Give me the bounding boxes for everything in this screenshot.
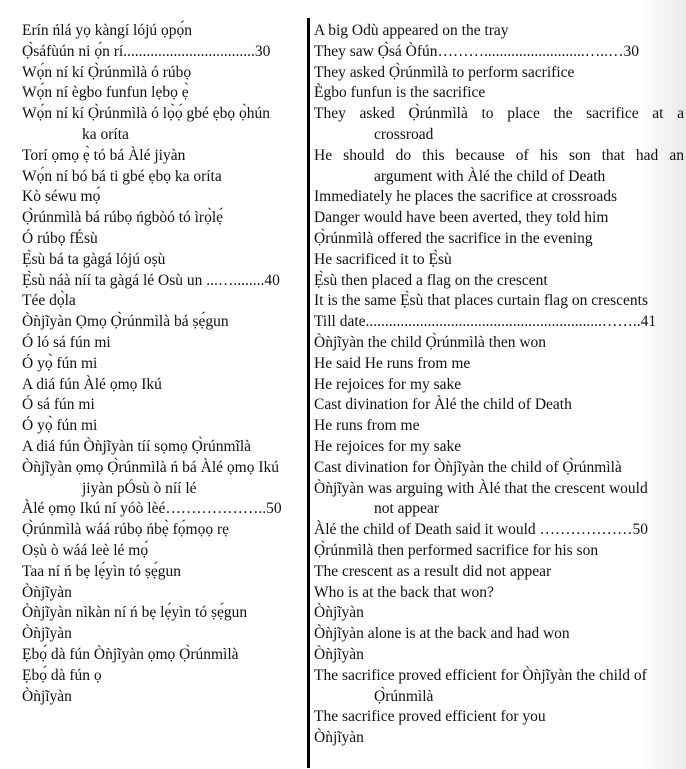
verse-line: Taa ní ń bẹ lẹ́yìn tó ṣẹ́gun (22, 562, 182, 580)
verse-line: Ó ló sá fún mi (22, 333, 111, 351)
verse-line-text: The sacrifice proved efficient for Òǹjĩyàn the child of (314, 666, 647, 684)
verse-line: Ẹbọ́ dà fún ọ (22, 666, 102, 684)
verse-line: Cast divination for Àlé the child of Death (314, 396, 572, 414)
verse-line: Tée dọ̀la (22, 292, 76, 310)
verse-line: Òǹjĩyàn (314, 604, 364, 622)
verse-line: A diá fún Òǹjĩyàn tíí sọmọ Ọ̀rúnmĩlà (22, 437, 252, 455)
verse-line: Àlé the child of Death said it would ………………50 (314, 521, 649, 539)
verse-line-continuation: ka oríta (82, 125, 129, 143)
verse-line: Ẹ̀sù then placed a flag on the crescent (314, 271, 548, 289)
verse-line: It is the same Ẹ̀sù that places curtain flag on crescents (314, 292, 648, 310)
verse-line: Òǹjĩyàn nìkàn ní ń bẹ lẹ́yìn tó ṣẹ́gun (22, 604, 248, 622)
verse-line: He rejoices for my sake (314, 375, 462, 393)
verse-line: Ọ̀rúnmìlà offered the sacrifice in the evening (314, 229, 593, 247)
verse-line: Ọ̀rúnmìlà bá rúbọ ńgbòó tó ìrọ̀lẹ́ (22, 209, 224, 227)
verse-line: He sacrificed it to Ẹ̀sù (314, 250, 452, 268)
verse-line: Cast divination for Òǹjĩyàn the child of Ọ̀rúnmìlà (314, 458, 622, 476)
verse-line-text: Òǹjĩyàn was arguing with Àlé that the crescent would (314, 479, 648, 497)
verse-line-text: Wọ́n ní kí Ọ̀rúnmìlà ó lọ̀ọ́ gbé ẹbọ ọ̀hún (22, 105, 270, 123)
verse-line: Òǹjĩyàn alone is at the back and had won (314, 625, 570, 643)
verse-line: He runs from me (314, 417, 420, 435)
verse-line-text: They asked Ọ̀rúnmìlà to place the sacrifice at a (314, 105, 684, 123)
verse-line: Torí ọmọ ẹ̀ tó bá Àlé jiyàn (22, 146, 186, 164)
verse-line: Ó yọ̀ fún mi (22, 417, 98, 435)
verse-line: Ó yọ̀ fún mi (22, 354, 98, 372)
verse-line: Till date.............................................................……..41 (314, 313, 657, 331)
verse-line: Òǹjĩyàn (22, 687, 72, 705)
verse-line (314, 479, 684, 521)
verse-line: Immediately he places the sacrifice at crossroads (314, 188, 617, 206)
verse-line (22, 104, 298, 146)
verse-line (314, 666, 684, 708)
verse-line: Òǹjĩyàn (22, 625, 72, 643)
verse-line: Ọ̀rúnmìlà wáá rúbọ ńbẹ̀ fọ́mọọ rẹ (22, 521, 230, 539)
verse-line: A diá fún Àlé ọmọ Ikú (22, 375, 162, 393)
verse-line: Òǹjĩyàn (22, 583, 72, 601)
verse-line: Wọ́n ní bó bá ti gbé ẹbọ ka oríta (22, 167, 222, 185)
verse-line: Oṣù ò wáá leè lé mọ́ (22, 541, 149, 559)
verse-line: They asked Ọ̀rúnmìlà to perform sacrifice (314, 63, 575, 81)
verse-line-continuation: Ọ̀rúnmìlà (374, 687, 434, 705)
verse-line (314, 146, 684, 188)
verse-line: Kò séwu mọ́ (22, 188, 101, 206)
verse-line: Who is at the back that won? (314, 583, 494, 601)
verse-line-continuation: argument with Àlé the child of Death (374, 167, 606, 185)
verse-line-text: He should do this because of his son that had an (314, 146, 684, 164)
verse-line: Ó rúbọ fÉsù (22, 229, 98, 247)
verse-line (22, 458, 298, 500)
verse-line: Ẹ̀sù náà níí ta gàgá lé Osù un ...…........40 (22, 271, 280, 289)
english-translation-column (314, 21, 684, 749)
verse-line: The crescent as a result did not appear (314, 562, 552, 580)
verse-line: Wọ́n ní ègbo funfun lẹbọ ẹ̀ (22, 84, 189, 102)
verse-line: He said He runs from me (314, 354, 471, 372)
verse-line-continuation: crossroad (374, 125, 434, 143)
verse-line: Ọ̀sáfùún ni ọ́n rí..................................30 (22, 42, 271, 60)
verse-line-continuation: not appear (374, 500, 439, 518)
verse-line: A big Odù appeared on the tray (314, 22, 509, 39)
verse-line: Ẹbọ́ dà fún Òǹjĩyàn ọmọ Ọ̀rúnmìlà (22, 645, 239, 663)
yoruba-text-column (22, 21, 298, 707)
verse-line: Danger would have been averted, they told him (314, 209, 609, 227)
verse-line: The sacrifice proved efficient for you (314, 708, 546, 726)
verse-line: Òǹjĩyàn (314, 729, 364, 747)
verse-line: They saw Ọ̀sá Òfún………..........................…..…30 (314, 42, 640, 60)
verse-line: He rejoices for my sake (314, 437, 462, 455)
verse-line: Erín ńlá yọ kàngí lójú ọpọ́n (22, 22, 193, 39)
verse-line: Ẹ̀sù bá ta gàgá lójú oṣù (22, 250, 166, 268)
verse-line (314, 104, 684, 146)
verse-line-text: Òǹjĩyàn ọmọ Ọ̀rúnmìlà ń bá Àlé ọmọ Ikú (22, 458, 279, 476)
verse-line-continuation: jiyàn pÓsù ò níí lé (82, 479, 197, 497)
verse-line: Òǹjĩyàn the child Ọ̀rúnmìlà then won (314, 333, 547, 351)
verse-line: Ọ̀rúnmìlà then performed sacrifice for his son (314, 541, 599, 559)
column-divider (307, 18, 310, 768)
verse-line: Ègbo funfun is the sacrifice (314, 84, 486, 102)
verse-line: Òǹjĩyàn (314, 645, 364, 663)
verse-line: Àlé ọmọ Ikú ní yóò lèé………………..50 (22, 500, 282, 518)
verse-line: Wọ́n ní kí Ọ̀rúnmìlà ó rúbọ (22, 63, 192, 81)
verse-line: Ó sá fún mi (22, 396, 95, 414)
verse-line: Òǹjĩyàn Ọmọ Ọ̀rúnmìlà bá ṣẹ́gun (22, 313, 229, 331)
